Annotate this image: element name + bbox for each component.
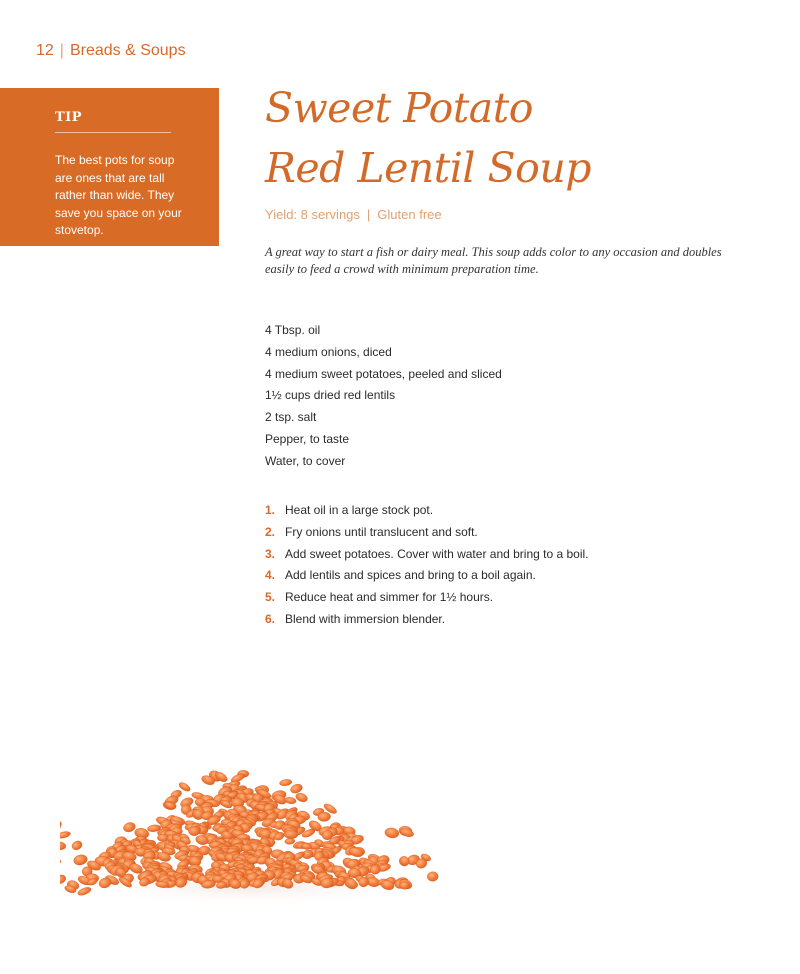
- step-text: Add sweet potatoes. Cover with water and bring to a boil.: [285, 546, 589, 561]
- step-number: 4.: [265, 568, 276, 583]
- step-text: Reduce heat and simmer for 1½ hours.: [285, 590, 494, 605]
- step-text: Blend with immersion blender.: [285, 611, 446, 626]
- lentil: [289, 782, 303, 794]
- lentil: [397, 854, 411, 868]
- lentil: [438, 886, 440, 900]
- ingredient-item: 1½ cups dried red lentils: [265, 388, 396, 403]
- step-item: [265, 500, 589, 522]
- recipe-title-line-1: Sweet Potato: [265, 84, 533, 132]
- lentil: [384, 827, 400, 839]
- diet-label: Gluten free: [377, 207, 442, 222]
- lentil: [285, 838, 296, 845]
- page-header: [36, 42, 186, 60]
- ingredient-item: 4 medium sweet potatoes, peeled and sliced: [265, 366, 502, 381]
- lentil: [284, 796, 296, 804]
- step-number: 1.: [265, 503, 276, 517]
- ingredient-item: Water, to cover: [265, 453, 346, 468]
- tip-box: [0, 88, 219, 246]
- step-item: [265, 609, 589, 631]
- step-number: 5.: [265, 590, 276, 605]
- ingredient-item: 2 tsp. salt: [265, 410, 317, 425]
- lentil: [60, 841, 66, 850]
- recipe-title-line-2: Red Lentil Soup: [265, 144, 591, 192]
- lentil: [60, 819, 63, 831]
- tip-text: The best pots for soup are ones that are tall rather than wide. They save you space on your stovetop.: [55, 153, 182, 237]
- recipe-intro: A great way to start a fish or dairy meal. This soup adds color to any occasion and doubles easily to feed a crowd with minimum preparation time.: [265, 245, 722, 276]
- step-text: Fry onions until translucent and soft.: [285, 524, 478, 539]
- lentil: [73, 853, 89, 866]
- ingredient-item: Pepper, to taste: [265, 431, 350, 446]
- step-item: [265, 565, 589, 587]
- red-lentils-image: [60, 735, 440, 915]
- section-title: Breads & Soups: [69, 42, 186, 59]
- lentil: [60, 857, 62, 870]
- tip-title: TIP: [55, 110, 171, 133]
- header-separator: |: [59, 42, 64, 59]
- meta-separator: |: [366, 207, 371, 222]
- ingredient-item: 4 medium onions, diced: [265, 344, 392, 359]
- recipe-meta: [265, 207, 442, 222]
- lentil: [294, 792, 308, 804]
- recipe-title: [265, 78, 591, 198]
- step-number: 2.: [265, 524, 276, 539]
- lentil: [427, 871, 438, 881]
- lentil: [439, 874, 440, 888]
- step-text: Heat oil in a large stock pot.: [285, 503, 434, 517]
- step-number: 6.: [265, 611, 276, 626]
- lentil: [279, 779, 292, 787]
- instructions-list: [265, 500, 589, 631]
- lentil: [70, 839, 83, 851]
- page-number: 12: [36, 42, 54, 59]
- step-number: 3.: [265, 546, 276, 561]
- lentil: [60, 873, 67, 885]
- ingredient-item: 4 Tbsp. oil: [265, 323, 321, 337]
- yield-label: Yield: 8 servings: [265, 207, 360, 222]
- step-text: Add lentils and spices and bring to a boil again.: [285, 568, 536, 583]
- step-item: [265, 544, 589, 566]
- lentil: [60, 830, 71, 839]
- ingredients-list: [265, 320, 502, 473]
- step-item: [265, 522, 589, 544]
- lentil: [122, 821, 136, 833]
- step-item: [265, 587, 589, 609]
